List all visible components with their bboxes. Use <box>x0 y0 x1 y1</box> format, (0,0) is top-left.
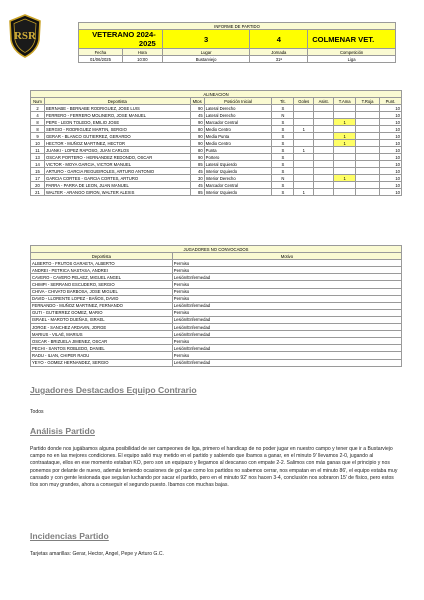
not-called-title: JUGADORES NO CONVOCADOS <box>31 246 402 253</box>
table-cell <box>314 154 334 161</box>
table-row <box>31 112 402 119</box>
table-cell: S <box>272 154 294 161</box>
table-cell <box>294 168 314 175</box>
table-cell: SERGIO - RODRIGUEZ MARTIN, SERGIO <box>44 126 190 133</box>
column-header: T.Roja <box>356 98 380 105</box>
table-row <box>31 359 402 366</box>
table-cell <box>356 105 380 112</box>
table-row <box>31 126 402 133</box>
featured-text: Todos <box>30 409 44 415</box>
table-cell <box>334 154 356 161</box>
table-cell: Lesión/Enfermedad <box>172 345 401 352</box>
match-round: 31ª <box>250 56 308 63</box>
column-header: T.Ama <box>334 98 356 105</box>
table-cell <box>314 147 334 154</box>
match-time: 10:00 <box>122 56 162 63</box>
table-cell: 1 <box>294 147 314 154</box>
table-cell: JUANKI - LOPEZ RAPOSO, JUAN CARLOS <box>44 147 190 154</box>
table-cell: S <box>272 182 294 189</box>
table-cell: 1 <box>334 133 356 140</box>
table-cell <box>334 147 356 154</box>
table-row <box>31 288 402 295</box>
table-cell: 10 <box>380 182 402 189</box>
table-cell: GARCIA CORTES - GARCIA CORTES, ARTURO <box>44 175 190 182</box>
table-cell <box>334 189 356 196</box>
table-cell <box>356 147 380 154</box>
table-cell: 30 <box>190 175 204 182</box>
match-competition: Liga <box>308 56 396 63</box>
table-cell: N <box>272 175 294 182</box>
table-cell <box>294 161 314 168</box>
table-cell: RADU - ILIAN, CHIPER RADU <box>31 352 173 359</box>
table-cell: Interior Izquierdo <box>204 168 272 175</box>
table-row <box>31 260 402 267</box>
table-cell: Permiso <box>172 338 401 345</box>
table-cell <box>314 168 334 175</box>
table-cell: CAVERO - CAVERO PELAEZ, MIGUEL ANGEL <box>31 274 173 281</box>
table-cell <box>314 119 334 126</box>
table-cell: 10 <box>31 140 45 147</box>
table-row <box>31 161 402 168</box>
table-row <box>31 189 402 196</box>
table-cell: 8 <box>31 119 45 126</box>
table-cell: WALTER - ARANGO GIRON, WALTER ALEXIS <box>44 189 190 196</box>
table-row <box>31 147 402 154</box>
table-cell: Lesión/Enfermedad <box>172 359 401 366</box>
table-cell <box>356 189 380 196</box>
table-cell: 10 <box>380 147 402 154</box>
table-row <box>31 168 402 175</box>
table-cell: Lateral Derecho <box>204 112 272 119</box>
table-cell <box>294 182 314 189</box>
match-date: 01/06/2025 <box>79 56 123 63</box>
table-cell <box>314 105 334 112</box>
match-venue: Bustarviejo <box>162 56 250 63</box>
table-cell: Permiso <box>172 309 401 316</box>
table-cell: 1 <box>294 126 314 133</box>
home-score: 3 <box>162 30 250 49</box>
table-cell: VICTOR - MOYA GARCIA, VICTOR MANUEL <box>44 161 190 168</box>
table-cell: 10 <box>380 119 402 126</box>
table-cell <box>356 112 380 119</box>
table-cell <box>294 112 314 119</box>
table-row <box>31 309 402 316</box>
table-cell: 10 <box>380 126 402 133</box>
table-cell <box>356 126 380 133</box>
away-score: 4 <box>250 30 308 49</box>
table-row <box>31 182 402 189</box>
table-cell: Lesión/Enfermedad <box>172 302 401 309</box>
table-row <box>31 338 402 345</box>
table-cell: ALBERTO - FRUTOS GARAETA, ALBERTO <box>31 260 173 267</box>
table-cell: 9 <box>31 133 45 140</box>
table-cell <box>314 175 334 182</box>
table-cell <box>356 175 380 182</box>
table-cell: 80 <box>190 147 204 154</box>
table-cell: 10 <box>380 140 402 147</box>
table-cell: ANDREI - PETRICA NASTASA, ANDREI <box>31 267 173 274</box>
table-cell: 15 <box>31 168 45 175</box>
table-row <box>31 140 402 147</box>
table-cell: 1 <box>334 119 356 126</box>
table-row <box>31 119 402 126</box>
table-row <box>31 316 402 323</box>
table-cell: Lesión/Enfermedad <box>172 331 401 338</box>
table-cell: 10 <box>380 105 402 112</box>
lineup-table <box>30 90 402 196</box>
table-cell <box>314 161 334 168</box>
table-cell: GERAR - BLANCO GUTIERREZ, GERARDO <box>44 133 190 140</box>
table-row <box>31 267 402 274</box>
away-team: COLMENAR VET. <box>308 30 396 49</box>
table-cell <box>294 154 314 161</box>
table-row <box>31 295 402 302</box>
club-crest-icon <box>8 14 42 58</box>
lineup-title: ALINEACION <box>31 91 402 98</box>
table-cell: Punta <box>204 147 272 154</box>
table-cell: 1 <box>334 140 356 147</box>
table-cell: 45 <box>190 182 204 189</box>
table-cell: 8 <box>31 126 45 133</box>
column-header: Deportista <box>31 253 173 260</box>
table-cell <box>294 140 314 147</box>
table-cell: CHIMPI - SERRANO ESCUDERO, SERGIO <box>31 281 173 288</box>
match-header <box>78 22 396 63</box>
table-cell: S <box>272 168 294 175</box>
table-cell <box>314 140 334 147</box>
table-row <box>31 352 402 359</box>
incidents-text: Tarjetas amarillas: Gerar, Hector, Angel, Pepe y Arturo G.C. <box>30 551 164 557</box>
table-cell: Portero <box>204 154 272 161</box>
table-cell: OSCAR PORTERO - HERNANDEZ REDONDO, OSCAR <box>44 154 190 161</box>
table-cell <box>294 133 314 140</box>
table-cell: S <box>272 189 294 196</box>
table-cell: 10 <box>380 168 402 175</box>
table-row <box>31 331 402 338</box>
table-cell: Lateral Derecho <box>204 105 272 112</box>
table-cell: 1 <box>294 189 314 196</box>
meta-label: Competición <box>308 49 396 56</box>
table-cell: 90 <box>190 154 204 161</box>
table-cell: GUTI - GUTIERREZ GOMEZ, MARIO <box>31 309 173 316</box>
table-cell: 80 <box>190 126 204 133</box>
table-cell <box>356 133 380 140</box>
meta-label: Jornada <box>250 49 308 56</box>
table-cell: 17 <box>31 175 45 182</box>
table-cell <box>294 105 314 112</box>
table-cell: 11 <box>31 147 45 154</box>
table-cell: JORGE - SANCHEZ ARDAVIN, JORGE <box>31 324 173 331</box>
table-cell: PECHI - SANTOS ROBLEDO, DANIEL <box>31 345 173 352</box>
table-cell <box>334 182 356 189</box>
table-cell: Permiso <box>172 281 401 288</box>
table-cell: S <box>272 133 294 140</box>
table-cell: PEPE - LEON TOLEDO, EMILIO JOSE <box>44 119 190 126</box>
table-cell: Interior Izquierdo <box>204 189 272 196</box>
analysis-title: Análisis Partido <box>30 426 95 436</box>
table-cell: FERNANDO - MUÑOZ MARTINEZ, FERNANDO <box>31 302 173 309</box>
table-row <box>31 105 402 112</box>
table-cell: Lesión/Enfermedad <box>172 274 401 281</box>
table-cell: 14 <box>31 161 45 168</box>
column-header: Posición Inicial <box>204 98 272 105</box>
table-cell: 85 <box>190 161 204 168</box>
table-cell: 10 <box>380 112 402 119</box>
featured-title: Jugadores Destacados Equipo Contrario <box>30 385 197 395</box>
table-cell: 20 <box>31 182 45 189</box>
table-cell <box>314 182 334 189</box>
table-cell: S <box>272 147 294 154</box>
report-label: INFORME DE PARTIDO <box>79 23 396 30</box>
table-cell: Lesión/Enfermedad <box>172 324 401 331</box>
incidents-title: Incidencias Partido <box>30 531 109 541</box>
home-team: VETERANO 2024-2025 <box>79 30 163 49</box>
table-cell: Marcador Central <box>204 119 272 126</box>
table-cell: Interior Derecho <box>204 175 272 182</box>
table-cell: 4 <box>31 112 45 119</box>
table-cell: Permiso <box>172 352 401 359</box>
table-cell: 45 <box>190 168 204 175</box>
table-cell <box>294 119 314 126</box>
table-cell: Lesión/Enfermedad <box>172 316 401 323</box>
table-cell <box>314 133 334 140</box>
not-called-table <box>30 245 402 367</box>
table-cell <box>334 112 356 119</box>
column-header: Asist. <box>314 98 334 105</box>
table-cell: OSCAR - BRIZUELA JIMENEZ, OSCAR <box>31 338 173 345</box>
table-cell: Medio Centro <box>204 126 272 133</box>
table-cell <box>294 175 314 182</box>
table-cell: 10 <box>380 154 402 161</box>
table-cell: 1 <box>334 175 356 182</box>
table-cell <box>334 126 356 133</box>
table-cell <box>356 168 380 175</box>
table-cell: HECTOR - MUÑOZ MARTINEZ, HECTOR <box>44 140 190 147</box>
table-cell: CHIVA - CHIVATO BARBOSA, JOSE MIGUEL <box>31 288 173 295</box>
table-row <box>31 302 402 309</box>
table-row <box>31 324 402 331</box>
table-cell: ARTURO - GARCIA REGUEIROLES, ARTURO ANTONIO <box>44 168 190 175</box>
table-cell <box>314 189 334 196</box>
table-row <box>31 154 402 161</box>
table-row <box>31 345 402 352</box>
table-cell <box>356 140 380 147</box>
table-cell: S <box>272 140 294 147</box>
table-cell: 21 <box>31 189 45 196</box>
table-cell <box>356 161 380 168</box>
table-cell: 90 <box>190 119 204 126</box>
table-cell: FERRERO - FERRERO MOLINERO, JOSE MANUEL <box>44 112 190 119</box>
table-row <box>31 175 402 182</box>
table-cell: Marcador Central <box>204 182 272 189</box>
table-cell: ISRAEL - MAROTO DUEÑAS, ISRAEL <box>31 316 173 323</box>
table-cell: 10 <box>380 161 402 168</box>
table-cell: Permiso <box>172 267 401 274</box>
meta-label: Lugar <box>162 49 250 56</box>
table-cell: S <box>272 105 294 112</box>
table-cell: S <box>272 161 294 168</box>
meta-label: Fecha <box>79 49 123 56</box>
column-header: Punt. <box>380 98 402 105</box>
table-cell: Medio Centro <box>204 140 272 147</box>
table-cell <box>356 154 380 161</box>
table-cell <box>314 126 334 133</box>
table-cell: S <box>272 119 294 126</box>
table-cell: 10 <box>380 175 402 182</box>
table-row <box>31 274 402 281</box>
table-cell <box>314 112 334 119</box>
column-header: Goles <box>294 98 314 105</box>
svg-text:RSR: RSR <box>13 30 37 42</box>
table-row <box>31 133 402 140</box>
table-cell: 2 <box>31 105 45 112</box>
column-header: Tit. <box>272 98 294 105</box>
table-cell <box>334 105 356 112</box>
table-cell: N <box>272 112 294 119</box>
table-cell: Permiso <box>172 295 401 302</box>
table-cell: DAVID - LLORENTE LOPEZ - BAÑOS, DAVID <box>31 295 173 302</box>
table-cell: 10 <box>380 189 402 196</box>
table-cell: 90 <box>190 105 204 112</box>
column-header: Motivo <box>172 253 401 260</box>
table-cell: 10 <box>380 133 402 140</box>
table-cell: YEYO - GOMEZ HERNANDEZ, SERGIO <box>31 359 173 366</box>
table-row <box>31 281 402 288</box>
table-cell: 13 <box>31 154 45 161</box>
column-header: Num <box>31 98 45 105</box>
table-cell: 85 <box>190 189 204 196</box>
table-cell: Permiso <box>172 260 401 267</box>
table-cell <box>334 168 356 175</box>
analysis-text: Partido donde nos jugábamos alguna posibilidad de ser campeones de liga, primero el handicap de no poder jugar en nuestro campo y tener que ir a Bustarviejo campo no en las mejores condiciones. El equipo salió muy metido en el partido y sabiendo que íbamos a ganar, en el minuto 9' llevamos 2-0, jugando al contraataque, ellos en ese momento estaban KO, pero son un equipazo y llegamos al descanso con empate 2-2. Salimos con más ganas que el principio y nos ponemos por delante de nuevo, además teniendo ocasiones de gol que como los partidos no sabemos cerrar, nos empatan en el minuto 86', el equipo estaba muy cansado y con gente lesionada que seguían luchando por sacar el partido, pero en el minuto 92' nos hacen 3-4, conclusión nos sobraron 15' de físico, pero estos tíos son muy grandes, ahora a conseguir el segundo puesto. Ibamos con muchas bajas. <box>30 446 398 489</box>
column-header: Mtos <box>190 98 204 105</box>
column-header: Deportista <box>44 98 190 105</box>
table-cell <box>334 161 356 168</box>
table-cell: Lateral Izquierdo <box>204 161 272 168</box>
table-cell: PARRA - PARRA DE LEON, JUAN MANUEL <box>44 182 190 189</box>
table-cell <box>356 119 380 126</box>
table-cell: Media Punta <box>204 133 272 140</box>
table-cell: 90 <box>190 140 204 147</box>
table-cell: 90 <box>190 133 204 140</box>
meta-label: Hora <box>122 49 162 56</box>
table-cell: 45 <box>190 112 204 119</box>
table-cell <box>356 182 380 189</box>
table-cell: S <box>272 126 294 133</box>
table-cell: BERNABE - BERNABE RODRIGUEZ, JOSE LUIS <box>44 105 190 112</box>
table-cell: MARIUS - VILAÉ, MARIUS <box>31 331 173 338</box>
table-cell: Permiso <box>172 288 401 295</box>
